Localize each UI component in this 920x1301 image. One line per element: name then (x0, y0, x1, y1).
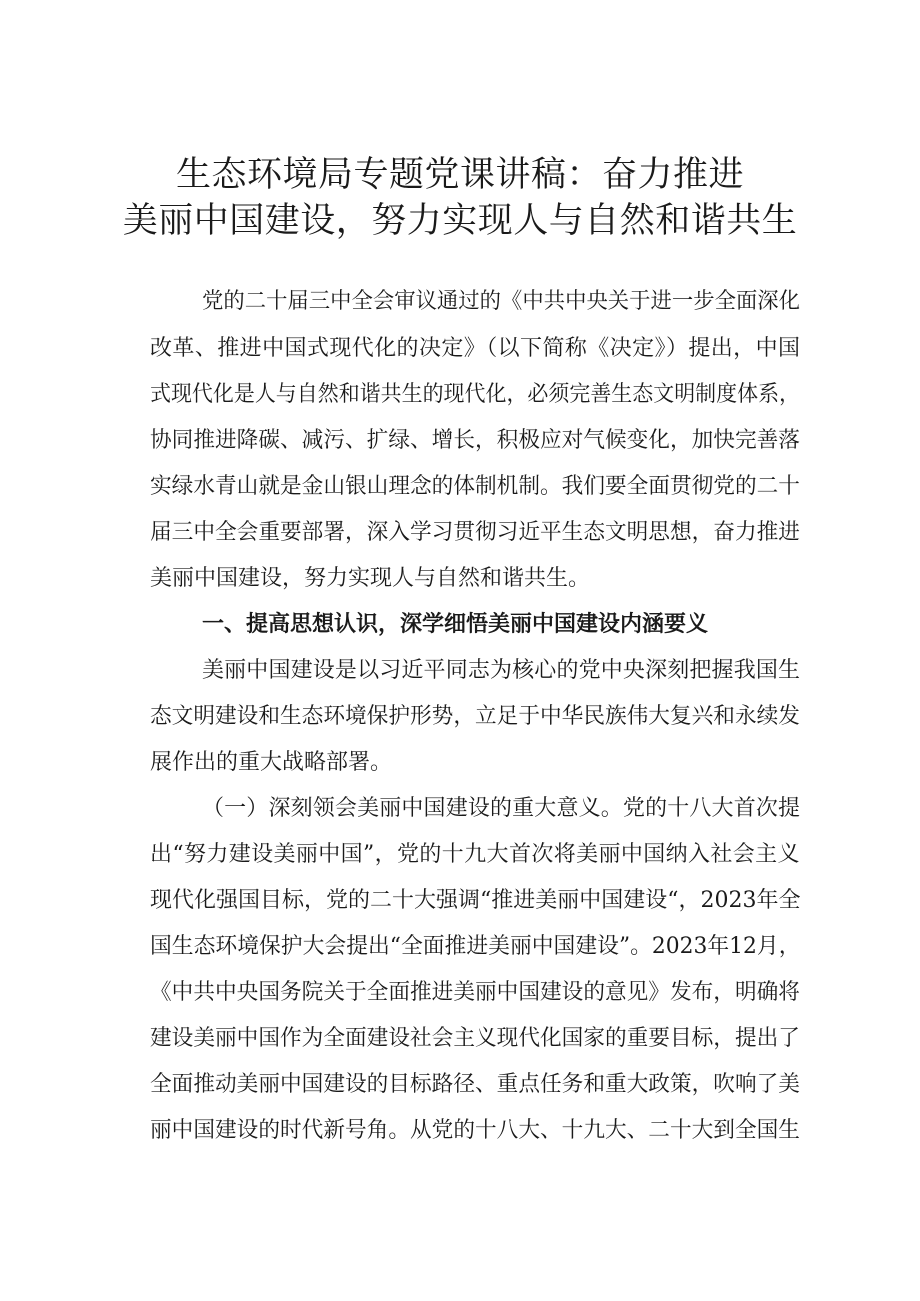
paragraph-1-line: 改革、推进中国式现代化的决定》（以下简称《决定》）提出，中国 (150, 336, 801, 361)
paragraph-1-line: 党的二十届三中全会审议通过的《中共中央关于进一步全面深化 (202, 289, 801, 314)
paragraph-3-line: （一）深刻领会美丽中国建设的重大意义。党的十八大首次提 (202, 796, 801, 821)
paragraph-3-line: 丽中国建设的时代新号角。从党的十八大、十九大、二十大到全国生 (150, 1118, 800, 1143)
paragraph-3-line: 出“努力建设美丽中国”，党的十九大首次将美丽中国纳入社会主义 (150, 842, 800, 867)
paragraph-3-line: 国生态环境保护大会提出“全面推进美丽中国建设”。2023年12月， (150, 934, 801, 959)
paragraph-2-line: 展作出的重大战略部署。 (150, 750, 393, 775)
paragraph-1-line: 协同推进降碳、减污、扩绿、增长，积极应对气候变化，加快完善落 (150, 428, 800, 453)
paragraph-1-line: 实绿水青山就是金山银山理念的体制机制。我们要全面贯彻党的二十 (150, 474, 800, 499)
paragraph-1-line: 式现代化是人与自然和谐共生的现代化，必须完善生态文明制度体系， (150, 382, 801, 407)
paragraph-3-line: 《中共中央国务院关于全面推进美丽中国建设的意见》发布，明确将 (150, 980, 800, 1005)
paragraph-2-line: 态文明建设和生态环境保护形势，立足于中华民族伟大复兴和永续发 (150, 704, 800, 729)
document-title-line-1: 生态环境局专题党课讲稿：奋力推进 (175, 155, 744, 195)
paragraph-3-line: 建设美丽中国作为全面建设社会主义现代化国家的重要目标，提出了 (150, 1026, 800, 1051)
section-heading: 一、提高思想认识，深学细悟美丽中国建设内涵要义 (202, 612, 709, 637)
paragraph-3-line: 现代化强国目标，党的二十大强调“推进美丽中国建设“，2023年全 (150, 888, 801, 913)
paragraph-1-line: 美丽中国建设，努力实现人与自然和谐共生。 (150, 566, 591, 591)
paragraph-2-line: 美丽中国建设是以习近平同志为核心的党中央深刻把握我国生 (202, 658, 801, 683)
paragraph-1-line: 届三中全会重要部署，深入学习贯彻习近平生态文明思想，奋力推进 (150, 520, 800, 545)
paragraph-3-line: 全面推动美丽中国建设的目标路径、重点任务和重大政策，吹响了美 (150, 1072, 800, 1097)
document-title-line-2: 美丽中国建设，努力实现人与自然和谐共生 (122, 201, 798, 241)
